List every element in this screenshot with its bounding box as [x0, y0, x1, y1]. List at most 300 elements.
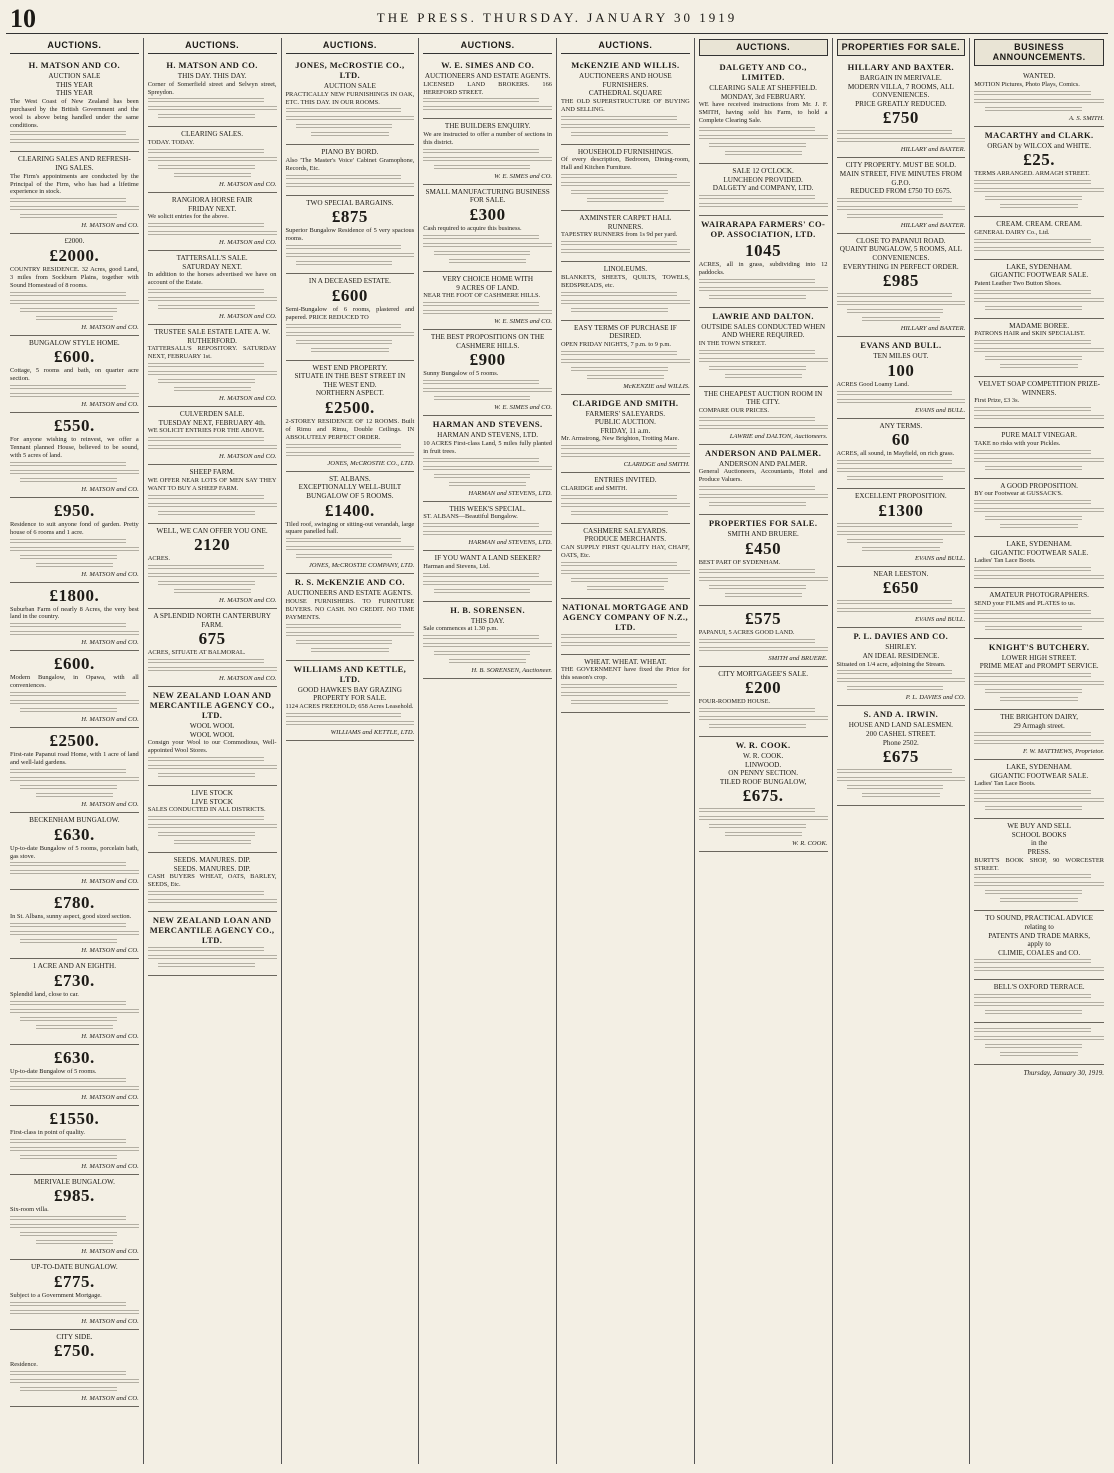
advertiser-name: H. MATSON AND CO. — [28, 60, 121, 70]
small-print-texture — [985, 689, 1082, 695]
advertiser-name: HARMAN AND STEVENS. — [432, 419, 543, 430]
ad-signature: H. MATSON and CO. — [219, 675, 277, 683]
small-print-texture — [985, 626, 1082, 632]
advertisement — [561, 473, 690, 524]
small-print-texture — [699, 135, 828, 141]
ad-body-text: For anyone wishing to reinvest, we offer a Tennant planned House, believed to be sound, with 5 acres of land. — [10, 436, 139, 459]
ad-headline: HARMAN AND STEVENS, LTD. — [437, 431, 539, 440]
small-print-texture — [10, 931, 139, 937]
ad-signature: HARMAN and STEVENS, LTD. — [468, 539, 552, 546]
small-print-texture — [174, 173, 251, 179]
small-print-texture — [36, 1025, 113, 1031]
ad-price: £575 — [745, 608, 782, 628]
small-print-texture — [699, 577, 828, 583]
ad-body-text: Cash required to acquire this business. — [423, 225, 522, 232]
advertiser-name: ANDERSON AND PALMER. — [705, 447, 822, 458]
ad-headline: QUAINT BUNGALOW, 5 ROOMS, ALL CONVENIENCES. — [839, 245, 962, 262]
ad-headline: OUTSIDE SALES CONDUCTED WHEN AND WHERE REQUIRED. — [701, 322, 826, 340]
advertisement — [148, 407, 277, 465]
small-print-texture — [434, 474, 531, 480]
ad-body-text: Semi-Bungalow of 6 rooms, plastered and papered. PRICE REDUCED TO — [285, 305, 415, 321]
small-print-texture — [296, 124, 393, 130]
ad-signature: WILLIAMS and KETTLE, LTD. — [330, 728, 415, 736]
advertisement — [561, 599, 690, 655]
small-print-texture — [10, 700, 139, 706]
small-print-texture — [985, 1010, 1082, 1016]
advertisement — [148, 57, 277, 127]
small-print-texture — [974, 790, 1091, 796]
ad-body-text: Mr. Armstrong, New Brighton, Trotting Mare. — [561, 435, 680, 443]
ad-headline: PURE MALT VINEGAR. — [1001, 431, 1077, 440]
advertisement — [148, 609, 277, 687]
ad-headline: CULVERDEN SALE. — [179, 410, 245, 418]
ad-headline: TATTERSALL'S SALE. — [176, 254, 248, 262]
advertiser-name: WILLIAMS AND KETTLE, LTD. — [293, 663, 407, 684]
ad-price: £1800. — [49, 585, 100, 605]
small-print-texture — [699, 486, 815, 492]
ad-signature: H. MATSON and CO. — [81, 1093, 139, 1101]
ad-price: £300 — [469, 205, 506, 224]
small-print-texture — [561, 351, 677, 357]
ad-headline: AXMINSTER CARPET HALL RUNNERS. — [579, 214, 672, 231]
small-print-texture — [699, 350, 815, 356]
small-print-texture — [10, 1139, 126, 1145]
small-print-texture — [725, 151, 802, 157]
small-print-texture — [561, 174, 677, 180]
small-print-texture — [985, 196, 1082, 202]
small-print-texture — [158, 114, 255, 120]
small-print-texture — [20, 308, 117, 314]
advertiser-name: W. E. SIMES AND CO. — [441, 60, 535, 70]
ad-body-text: TAPESTRY RUNNERS from 1s 9d per yard. — [561, 231, 678, 239]
ad-headline: LAKE, SYDENHAM. — [1006, 262, 1072, 271]
small-print-texture — [725, 593, 802, 599]
ad-body-text: PATRONS HAIR and SKIN SPECIALIST. — [974, 330, 1085, 338]
small-print-texture — [158, 773, 255, 779]
ad-price: £985 — [882, 271, 919, 291]
small-print-texture — [286, 624, 402, 630]
advertisement — [286, 274, 415, 360]
ad-headline: ANY TERMS. — [879, 421, 923, 430]
small-print-texture — [423, 388, 552, 394]
ad-headline: CITY SIDE. — [56, 1332, 93, 1341]
advertisement — [148, 193, 277, 251]
ad-headline: BELL'S OXFORD TERRACE. — [993, 983, 1085, 992]
small-print-texture — [974, 798, 1104, 804]
small-print-texture — [148, 297, 277, 303]
advertisement — [286, 661, 415, 741]
small-print-texture — [10, 131, 126, 137]
small-print-texture — [571, 367, 668, 373]
ad-headline: DALGETY and COMPANY, LTD. — [712, 184, 814, 193]
small-print-texture — [296, 261, 393, 267]
ad-headline: AUCTION SALE — [48, 72, 101, 80]
ad-price: 1045 — [745, 240, 782, 260]
ad-price: £730. — [54, 970, 95, 990]
ad-price: £2500. — [325, 398, 375, 417]
ad-signature: JONES, McCROSTIE CO., LTD. — [327, 459, 415, 467]
small-print-texture — [449, 482, 526, 488]
ad-headline: VERY CHOICE HOME WITH — [442, 274, 534, 283]
ad-headline: CREAM. CREAM. CREAM. — [996, 220, 1082, 228]
small-print-texture — [423, 149, 539, 155]
small-print-texture — [571, 132, 668, 138]
ad-headline: WOOL WOOL — [189, 722, 235, 731]
advertisement — [423, 330, 552, 416]
advertiser-name: CLARIDGE AND SMITH. — [572, 397, 679, 408]
advertiser-name: H. B. SORENSEN. — [450, 604, 525, 615]
small-print-texture — [1000, 364, 1078, 370]
ad-price: £600. — [54, 347, 95, 367]
ad-signature: SMITH and BRUERE. — [768, 654, 828, 662]
ad-signature: H. MATSON and CO. — [81, 716, 139, 724]
advertiser-name: McKENZIE AND WILLIS. — [571, 60, 680, 70]
small-print-texture — [423, 581, 552, 587]
ad-signature: CLARIDGE and SMITH. — [623, 461, 690, 469]
ad-price: £900 — [469, 350, 506, 370]
ad-signature: H. MATSON and CO. — [81, 1162, 139, 1170]
small-print-texture — [10, 292, 126, 298]
small-print-texture — [423, 302, 539, 308]
ad-headline: AN IDEAL RESIDENCE. — [862, 651, 940, 660]
small-print-texture — [148, 503, 277, 509]
small-print-texture — [286, 632, 415, 638]
small-print-texture — [20, 785, 117, 791]
ad-headline: ON PENNY SECTION. — [728, 769, 799, 778]
ad-headline: LUNCHEON PROVIDED. — [723, 175, 803, 184]
advertisement — [837, 59, 966, 158]
ad-headline: DESIRED. — [609, 332, 642, 341]
ad-headline: CLEARING SALE AT SHEFFIELD. — [709, 84, 817, 92]
ad-body-text: Modern Bungalow, in Opawa, with all conveniences. — [10, 674, 139, 690]
ad-headline: MODERN VILLA, 7 ROOMS, ALL CONVENIENCES. — [847, 82, 954, 100]
small-print-texture — [709, 295, 806, 301]
small-print-texture — [571, 578, 668, 584]
ad-body-text: CASH BUYERS WHEAT, OATS, BARLEY, SEEDS, Etc. — [147, 873, 277, 889]
ad-headline: THIS YEAR — [55, 80, 93, 89]
ad-headline: TILED ROOF BUNGALOW, — [719, 777, 807, 786]
small-print-texture — [148, 231, 277, 237]
ad-headline: ST. ALBANS. — [329, 474, 371, 483]
small-print-texture — [148, 947, 264, 953]
ad-body-text: SEND your FILMS and PLATES to us. — [974, 599, 1076, 607]
small-print-texture — [974, 567, 1091, 573]
ad-headline: HOUSE AND LAND SALESMEN. — [848, 721, 953, 730]
ad-headline: G.P.O. — [891, 178, 911, 187]
small-print-texture — [286, 116, 415, 122]
small-print-texture — [709, 366, 806, 372]
ad-price: £780. — [54, 893, 95, 913]
ad-headline: CATHEDRAL SQUARE — [588, 89, 662, 98]
ad-headline: SATURDAY NEXT. — [182, 262, 242, 271]
advertisement — [286, 57, 415, 145]
small-print-texture — [148, 816, 264, 822]
ad-price: £450 — [745, 538, 782, 558]
ad-headline: A GOOD PROPOSITION. — [1000, 481, 1078, 490]
small-print-texture — [286, 324, 402, 330]
small-print-texture — [434, 251, 531, 257]
small-print-texture — [862, 317, 939, 323]
advertisement — [286, 472, 415, 575]
advertiser-name: S. AND A. IRWIN. — [863, 709, 939, 720]
advertisement — [10, 1175, 139, 1261]
ad-body-text: IN THE TOWN STREET. — [698, 339, 767, 347]
small-print-texture — [434, 396, 531, 402]
small-print-texture — [423, 235, 539, 241]
ad-body-text: FOUR-ROOMED HOUSE. — [698, 698, 771, 706]
ad-headline: BUNGALOW STYLE HOME. — [29, 338, 120, 347]
ad-headline: LIVE STOCK — [191, 789, 233, 798]
small-print-texture — [423, 523, 539, 529]
advertisement — [837, 158, 966, 233]
advertisement — [10, 651, 139, 728]
small-print-texture — [10, 1078, 126, 1084]
advertisement — [974, 479, 1104, 538]
ad-body-text: Six-room villa. — [10, 1206, 49, 1214]
small-print-texture — [10, 1009, 139, 1015]
small-print-texture — [837, 293, 953, 299]
ad-body-text: GENERAL DAIRY Co., Ltd. — [974, 228, 1050, 236]
advertisement — [699, 667, 828, 738]
small-print-texture — [561, 503, 690, 509]
ad-body-text: Consign your Wool to our Commodious, Well-appointed Wool Stores. — [147, 739, 277, 755]
ad-headline: A SPLENDID NORTH CANTERBURY — [153, 612, 271, 620]
small-print-texture — [561, 241, 677, 247]
ad-headline: NORTHERN ASPECT. — [315, 389, 384, 398]
small-print-texture — [148, 765, 277, 771]
advertisement — [974, 819, 1104, 911]
small-print-texture — [837, 678, 966, 684]
advertisement — [148, 912, 277, 976]
advertisement — [837, 706, 966, 806]
ad-body-text: First-class in point of quality. — [10, 1128, 86, 1136]
ad-signature: EVANS and BULL. — [915, 616, 966, 624]
ad-body-text: First Prize, £3 3s. — [974, 397, 1020, 405]
small-print-texture — [847, 539, 944, 545]
small-print-texture — [20, 555, 117, 561]
small-print-texture — [423, 98, 539, 104]
ad-headline: THE BEST PROPOSITIONS ON THE — [430, 333, 545, 341]
advertisement — [974, 428, 1104, 479]
small-print-texture — [148, 899, 277, 905]
advertisement — [148, 325, 277, 407]
ad-headline: SCHOOL BOOKS — [1011, 830, 1067, 839]
ad-body-text: Also 'The Master's Voice' Cabinet Gramophone, Records, Etc. — [285, 157, 415, 172]
ad-headline: BARGAIN IN MERIVALE. — [859, 74, 942, 82]
small-print-texture — [10, 692, 126, 698]
ad-headline: AUCTIONEERS AND HOUSE FURNISHERS. — [579, 72, 672, 89]
small-print-texture — [449, 259, 526, 265]
ad-body-text: Corner of Somerfield street and Selwyn street, Spreydon. — [147, 80, 277, 96]
small-print-texture — [974, 188, 1104, 194]
small-print-texture — [286, 253, 415, 259]
small-print-texture — [847, 214, 944, 220]
ad-price: £2500. — [49, 731, 100, 751]
small-print-texture — [561, 562, 677, 568]
ad-headline: CASHMERE SALEYARDS. — [583, 526, 668, 535]
ad-body-text: 2-STOREY RESIDENCE OF 12 ROOMS. Built of Rimu and Rimu, Double Ceilings. IN ABSOLUTELY PERFECT ORDER. — [285, 418, 415, 441]
small-print-texture — [709, 724, 806, 730]
small-print-texture — [158, 165, 255, 171]
small-print-texture — [423, 573, 539, 579]
ad-signature: HARMAN and STEVENS, LTD. — [468, 489, 552, 497]
ad-headline: THIS YEAR — [55, 89, 93, 98]
advertisement — [423, 602, 552, 680]
small-print-texture — [699, 279, 815, 285]
small-print-texture — [974, 458, 1104, 464]
advertisement — [10, 498, 139, 583]
small-print-texture — [974, 874, 1091, 880]
ad-price: £875 — [331, 207, 368, 227]
small-print-texture — [561, 300, 690, 306]
small-print-texture — [10, 923, 126, 929]
small-print-texture — [837, 130, 953, 136]
small-print-texture — [974, 740, 1104, 746]
small-print-texture — [10, 623, 126, 629]
ad-signature: HILLARY and BAXTER. — [900, 221, 966, 229]
ad-body-text: Situated on 1/4 acre, adjoining the Stream. — [836, 660, 946, 668]
small-print-texture — [974, 882, 1104, 888]
ad-price: £600. — [54, 654, 95, 674]
ad-headline: PRODUCE MERCHANTS. — [584, 535, 667, 544]
ad-body-text: WE have received instructions from Mr. J. F. SMITH, having sold his Farm, to hold a Complete Clearing Sale. — [698, 101, 828, 124]
advertiser-name: DALGETY AND CO., LIMITED. — [719, 62, 807, 82]
small-print-texture — [10, 870, 139, 876]
advertisement — [10, 959, 139, 1045]
ad-headline: in the — [1031, 839, 1048, 848]
ad-body-text: Of every description, Bedroom, Dining-room, Hall and Kitchen Furniture. — [561, 156, 690, 172]
small-print-texture — [148, 667, 277, 673]
advertisement — [423, 416, 552, 501]
ad-price: £650 — [882, 578, 919, 598]
ad-headline: HOUSEHOLD FURNISHINGS. — [577, 147, 673, 156]
small-print-texture — [296, 554, 393, 560]
small-print-texture — [974, 1002, 1104, 1008]
ad-headline: WOOL WOOL — [189, 730, 235, 739]
ad-headline: THE CHEAPEST AUCTION ROOM IN THE CITY. — [703, 389, 823, 407]
ad-headline: TUESDAY NEXT, FEBRUARY 4th. — [158, 418, 266, 427]
ad-headline: WELL, WE CAN OFFER YOU ONE. — [156, 526, 268, 535]
small-print-texture — [423, 466, 552, 472]
small-print-texture — [286, 538, 402, 544]
ad-price: £550. — [54, 416, 95, 436]
ad-headline: WANTED. — [1023, 72, 1056, 80]
ad-signature: W. E. SIMES and CO. — [494, 172, 552, 180]
advertisement — [148, 687, 277, 786]
small-print-texture — [423, 157, 552, 163]
small-print-texture — [725, 374, 802, 380]
small-print-texture — [699, 494, 828, 500]
small-print-texture — [286, 108, 402, 114]
ad-headline: SEEDS. MANURES. DIP. — [173, 864, 251, 873]
ad-headline: LIVE STOCK — [191, 797, 233, 806]
small-print-texture — [837, 608, 966, 614]
small-print-texture — [974, 500, 1091, 506]
small-print-texture — [423, 106, 552, 112]
small-print-texture — [158, 963, 255, 969]
advertisement — [699, 445, 828, 515]
ad-headline: SHEEP FARM. — [189, 468, 235, 477]
small-print-texture — [148, 757, 264, 763]
advertisement — [423, 57, 552, 119]
ad-price: £200 — [745, 678, 782, 698]
small-print-texture — [985, 516, 1082, 522]
ad-headline: CLIMIE, COALES and CO. — [998, 948, 1081, 957]
small-print-texture — [847, 476, 944, 482]
small-print-texture — [974, 450, 1091, 456]
ad-headline: PATENTS AND TRADE MARKS, — [988, 931, 1091, 940]
ad-body-text: Up-to-date Bungalow of 5 rooms, porcelain bath, gas stove. — [10, 844, 139, 860]
small-print-texture — [847, 785, 944, 791]
small-print-texture — [148, 573, 277, 579]
ad-headline: MONDAY, 3rd FEBRUARY. — [720, 92, 806, 101]
column-8 — [970, 38, 1108, 1464]
small-print-texture — [423, 310, 552, 316]
small-print-texture — [311, 348, 388, 354]
ad-body-text: BY our Footwear at GUSSACK'S. — [974, 490, 1063, 498]
small-print-texture — [158, 581, 255, 587]
small-print-texture — [311, 648, 388, 654]
small-print-texture — [423, 635, 539, 641]
ad-price: £25. — [1023, 150, 1055, 170]
ad-signature: H. MATSON and CO. — [219, 597, 277, 604]
small-print-texture — [36, 1240, 113, 1246]
small-print-texture — [709, 502, 806, 508]
small-print-texture — [20, 214, 117, 220]
small-print-texture — [296, 640, 393, 646]
advertisement — [10, 1045, 139, 1106]
advertiser-name: R. S. McKENZIE AND CO. — [294, 577, 405, 588]
small-print-texture — [10, 385, 126, 391]
ad-signature: LAWRIE and DALTON, Auctioneers. — [729, 432, 828, 440]
small-print-texture — [10, 393, 139, 399]
small-print-texture — [148, 157, 277, 163]
ad-body-text: TERMS ARRANGED. ARMAGH STREET. — [974, 170, 1090, 178]
ad-body-text: Harman and Stevens, Ltd. — [423, 562, 490, 570]
advertisement — [10, 1260, 139, 1330]
ad-body-text: Patent Leather Two Button Shoes. — [974, 279, 1062, 287]
small-print-texture — [148, 98, 264, 104]
small-print-texture — [10, 1302, 126, 1308]
ad-body-text: General Auctioneers, Accountants, Hotel and Produce Valuers. — [698, 468, 828, 484]
small-print-texture — [1000, 697, 1078, 703]
small-print-texture — [10, 1001, 126, 1007]
small-print-texture — [10, 1310, 139, 1316]
small-print-texture — [709, 585, 806, 591]
advertisement — [699, 737, 828, 852]
ad-body-text: WE SOLICIT ENTRIES FOR THE ABOVE. — [147, 427, 265, 435]
ad-signature: H. MATSON and CO. — [81, 222, 139, 230]
small-print-texture — [974, 180, 1091, 186]
small-print-texture — [20, 939, 117, 945]
advertisement — [10, 813, 139, 890]
small-print-texture — [1000, 524, 1078, 530]
small-print-texture — [148, 289, 264, 295]
ad-body-text: In addition to the horses advertised we have on account of the Estate. — [147, 271, 277, 287]
ad-body-text: HOUSE FURNISHERS. TO FURNITURE BUYERS. NO CASH. NO CREDIT. NO TIME PAYMENTS. — [285, 597, 415, 621]
small-print-texture — [286, 332, 415, 338]
small-print-texture — [561, 445, 677, 451]
ad-headline: REDUCED FROM £750 TO £675. — [850, 187, 952, 196]
ad-signature: H. MATSON and CO. — [81, 878, 139, 886]
ad-headline: VELVET SOAP COMPETITION PRIZE-WINNERS. — [978, 380, 1100, 397]
ad-body-text: ST. ALBANS—Beautiful Bungalow. — [423, 513, 518, 521]
advertisement — [286, 574, 415, 660]
small-print-texture — [148, 149, 264, 155]
small-print-texture — [699, 708, 815, 714]
small-print-texture — [10, 206, 139, 212]
small-print-texture — [10, 769, 126, 775]
